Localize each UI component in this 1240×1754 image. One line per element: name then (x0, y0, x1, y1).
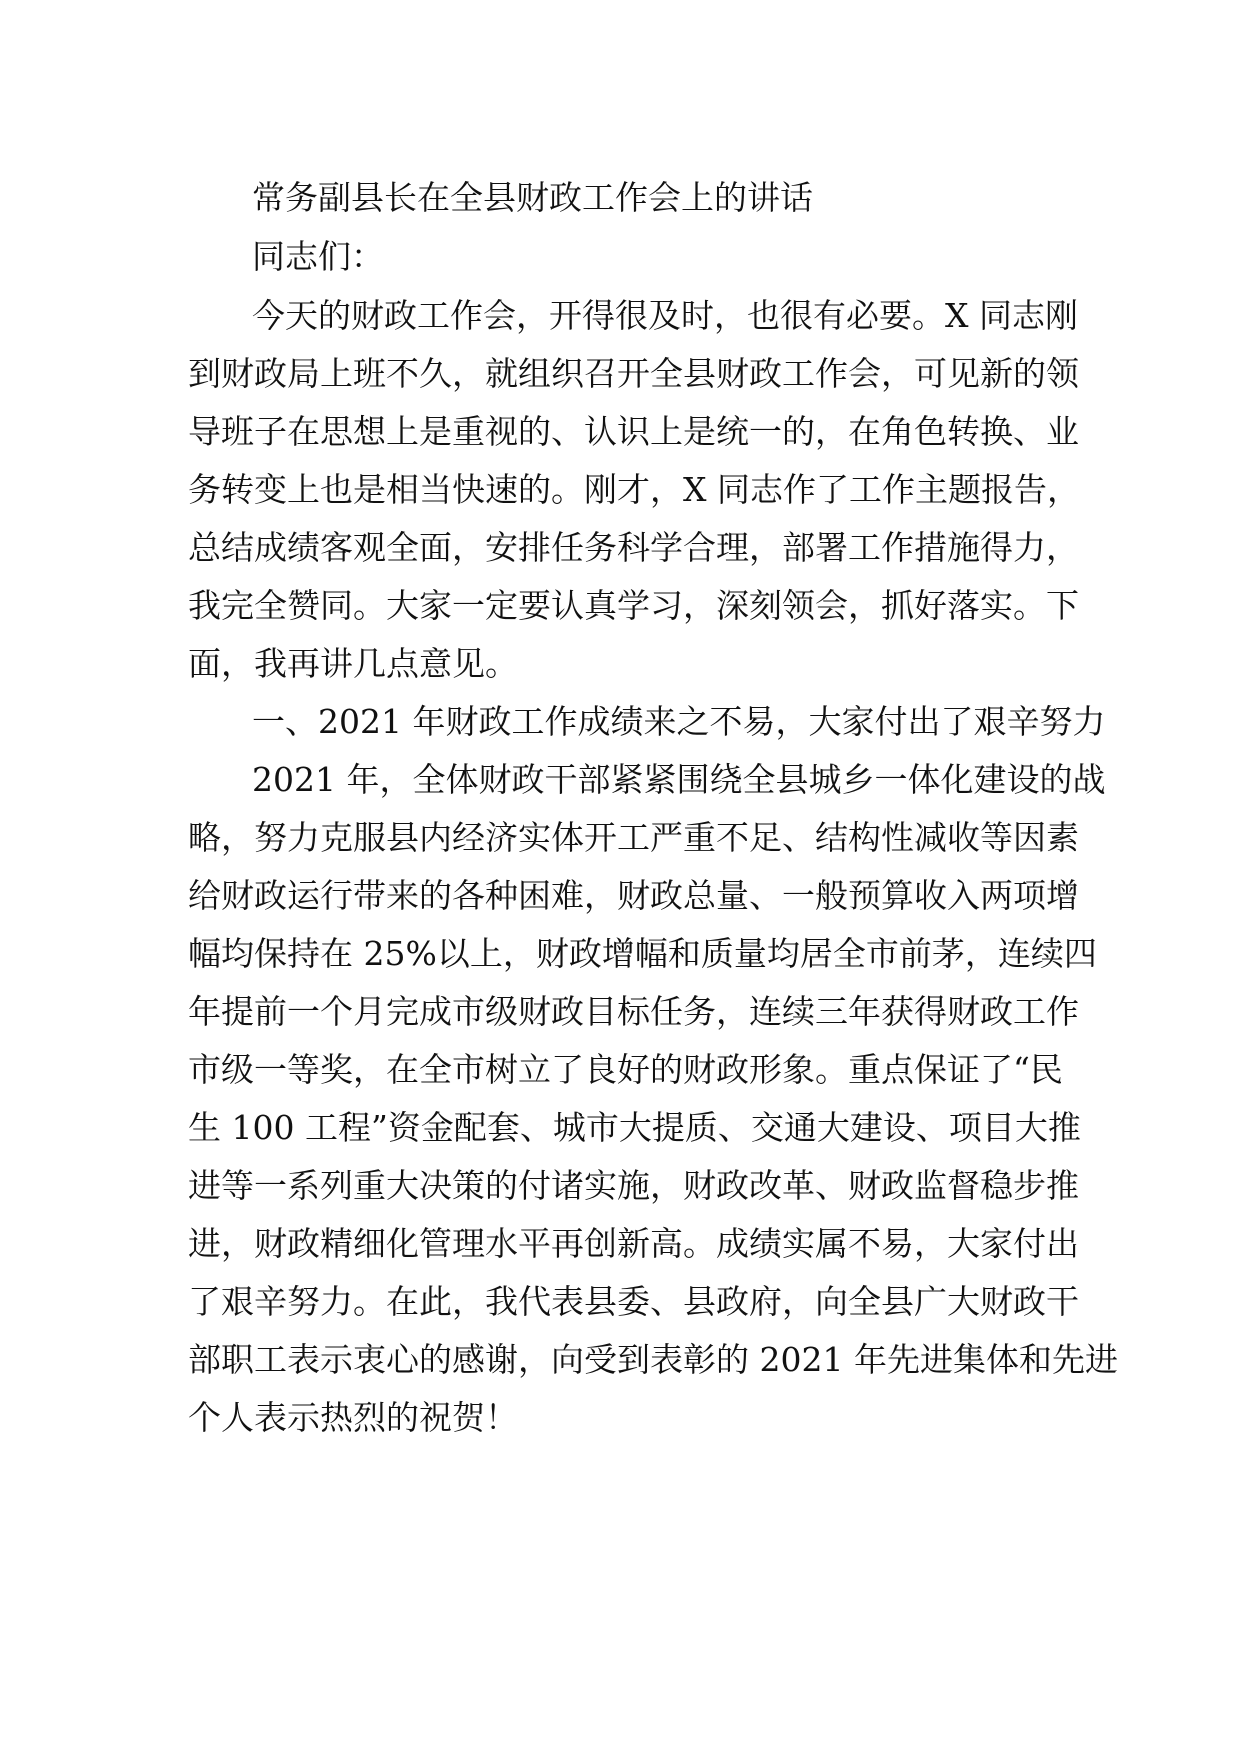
paragraph-line: 市级一等奖，在全市树立了良好的财政形象。重点保证了“民 (188, 1050, 1063, 1089)
salutation: 同志们： (252, 237, 384, 276)
paragraph-line: 2021 年，全体财政干部紧紧围绕全县城乡一体化建设的战 (252, 760, 1106, 799)
paragraph-line: 略，努力克服县内经济实体开工严重不足、结构性减收等因素 (188, 818, 1079, 857)
paragraph-line: 进等一系列重大决策的付诸实施，财政改革、财政监督稳步推 (188, 1166, 1079, 1205)
paragraph-line: 务转变上也是相当快速的。刚才，X 同志作了工作主题报告， (188, 470, 1080, 509)
paragraph-line: 到财政局上班不久，就组织召开全县财政工作会，可见新的领 (188, 354, 1079, 393)
paragraph-line: 年提前一个月完成市级财政目标任务，连续三年获得财政工作 (188, 992, 1079, 1031)
paragraph-line: 了艰辛努力。在此，我代表县委、县政府，向全县广大财政干 (188, 1282, 1079, 1321)
paragraph-line: 总结成绩客观全面，安排任务科学合理，部署工作措施得力， (188, 528, 1079, 567)
paragraph-line: 进，财政精细化管理水平再创新高。成绩实属不易，大家付出 (188, 1224, 1079, 1263)
section-heading: 一、2021 年财政工作成绩来之不易，大家付出了艰辛努力 (252, 702, 1106, 741)
paragraph-line: 给财政运行带来的各种困难，财政总量、一般预算收入两项增 (188, 876, 1079, 915)
paragraph-line: 我完全赞同。大家一定要认真学习，深刻领会，抓好落实。下 (188, 586, 1079, 625)
document-title: 常务副县长在全县财政工作会上的讲话 (252, 178, 813, 217)
paragraph-line: 导班子在思想上是重视的、认识上是统一的，在角色转换、业 (188, 412, 1079, 451)
paragraph-line: 生 100 工程”资金配套、城市大提质、交通大建设、项目大推 (188, 1108, 1081, 1147)
paragraph-line: 个人表示热烈的祝贺！ (188, 1398, 518, 1437)
paragraph-line: 面，我再讲几点意见。 (188, 644, 518, 683)
paragraph-line: 今天的财政工作会，开得很及时，也很有必要。X 同志刚 (252, 296, 1078, 335)
paragraph-line: 幅均保持在 25%以上，财政增幅和质量均居全市前茅，连续四 (188, 934, 1097, 973)
paragraph-line: 部职工表示衷心的感谢，向受到表彰的 2021 年先进集体和先进 (188, 1340, 1118, 1379)
